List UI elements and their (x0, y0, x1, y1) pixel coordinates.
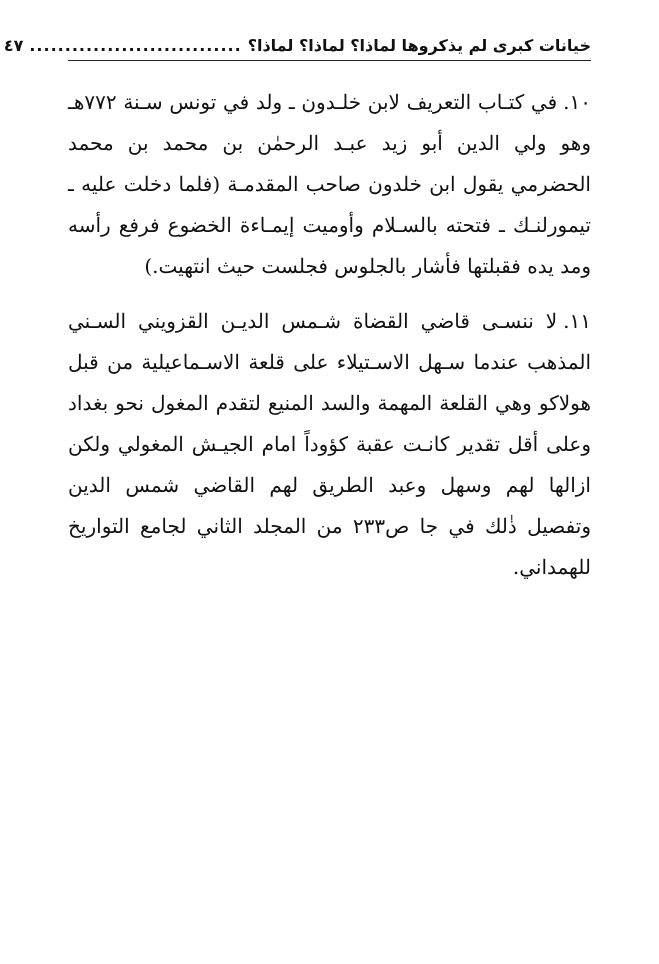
footnote-10 (68, 82, 591, 287)
header-title: خيانات كبرى لم يذكروها لماذا؟ لماذا؟ لماذا؟ (247, 35, 591, 55)
page-body (68, 82, 591, 602)
footnote-text: لا ننسـى قاضي القضاة شـمس الديـن القزويني السـني المذهب عندما سـهل الاسـتيلاء على قلعة الاسـماعيلية من قبل هولاكو وهي القلعة المهمة والسد المنيع لتقدم المغول نحو بغداد وعلى أقل تقدير كانـت عقبة كؤوداً امام الجيـش المغولي ولكن ازالها لهم وسهل وعبد الطريق لهم القاضي شمس الدين وتفصيل ذٰلك في جا ص٢٣٣ من المجلد الثاني لجامع التواريخ للهمداني. (68, 309, 591, 579)
footnote-text: في كتـاب التعريف لابن خلـدون ـ ولد في تونس سـنة ٧٧٢هـ وهو ولي الدين أبو زيد عبـد الرحمٰن بن محمد بن محمد الحضرمي يقول ابن خلدون صاحب المقدمـة (فلما دخلت عليه ـ تيمورلنـك ـ فتحته بالسـلام وأوميت إيمـاءة الخضوع فرفع رأسه ومد يده فقبلتها فأشار بالجلوس فجلست حيث انتهيت.) (68, 90, 591, 278)
header-dot-leader: .............................. (29, 35, 242, 55)
footnote-number: ١٠. (563, 90, 591, 114)
running-header (3, 30, 591, 61)
page-number: ٤٧ (3, 35, 24, 55)
footnote-11 (68, 301, 591, 588)
footnote-number: ١١. (563, 309, 591, 333)
